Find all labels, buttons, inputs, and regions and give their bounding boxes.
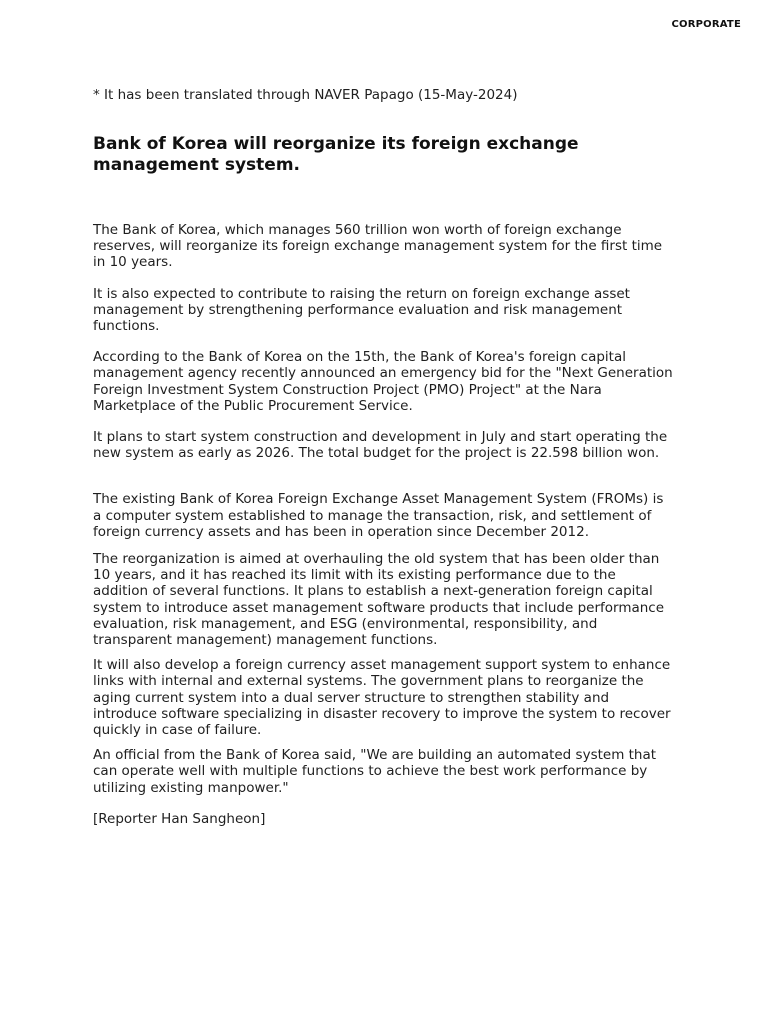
paragraph-2: It is also expected to contribute to raising the return on foreign exchange asset management by strengthening performance evaluation and risk management functions. <box>93 285 630 335</box>
paragraph-1: The Bank of Korea, which manages 560 trillion won worth of foreign exchange reserves, will reorganize its foreign exchange management system for the first time in 10 years. <box>93 222 663 271</box>
paragraph-7: It will also develop a foreign currency asset management support system to enhance links with internal and external systems. The government plans to reorganize the aging current system into a dual server structure to strengthen stability and introduce software specializing in disaster recovery to improve the system to recover quickly in case of failure. <box>93 657 671 739</box>
corporate-label: CORPORATE <box>671 19 741 30</box>
paragraph-4: It plans to start system construction and development in July and start operating the new system as early as 2026. The total budget for the project is 22.598 billion won. <box>93 429 668 462</box>
paragraph-5: The existing Bank of Korea Foreign Exchange Asset Management System (FROMs) is a computer system established to manage the transaction, risk, and settlement of foreign currency assets and has been in operation since December 2012. <box>93 491 664 540</box>
translation-note: * It has been translated through NAVER Papago (15-May-2024) <box>93 87 518 103</box>
paragraph-3: According to the Bank of Korea on the 15th, the Bank of Korea's foreign capital management agency recently announced an emergency bid for the "Next Generation Foreign Investment System Construction Project (PMO) Project" at the Nara Marketplace of the Public Procurement Service. <box>93 349 673 414</box>
article-body <box>93 86 675 827</box>
article-title: Bank of Korea will reorganize its foreign exchange management system. <box>93 134 579 175</box>
byline: [Reporter Han Sangheon] <box>93 810 266 827</box>
paragraph-8: An official from the Bank of Korea said, "We are building an automated system that can operate well with multiple functions to achieve the best work performance by utilizing existing manpower." <box>93 747 657 796</box>
paragraph-6: The reorganization is aimed at overhauling the old system that has been older than 10 years, and it has reached its limit with its existing performance due to the addition of several functions. It plans to establish a next-generation foreign capital system to introduce asset management software products that include performance evaluation, risk management, and ESG (environmental, responsibility, and transparent management) management functions. <box>93 551 665 649</box>
